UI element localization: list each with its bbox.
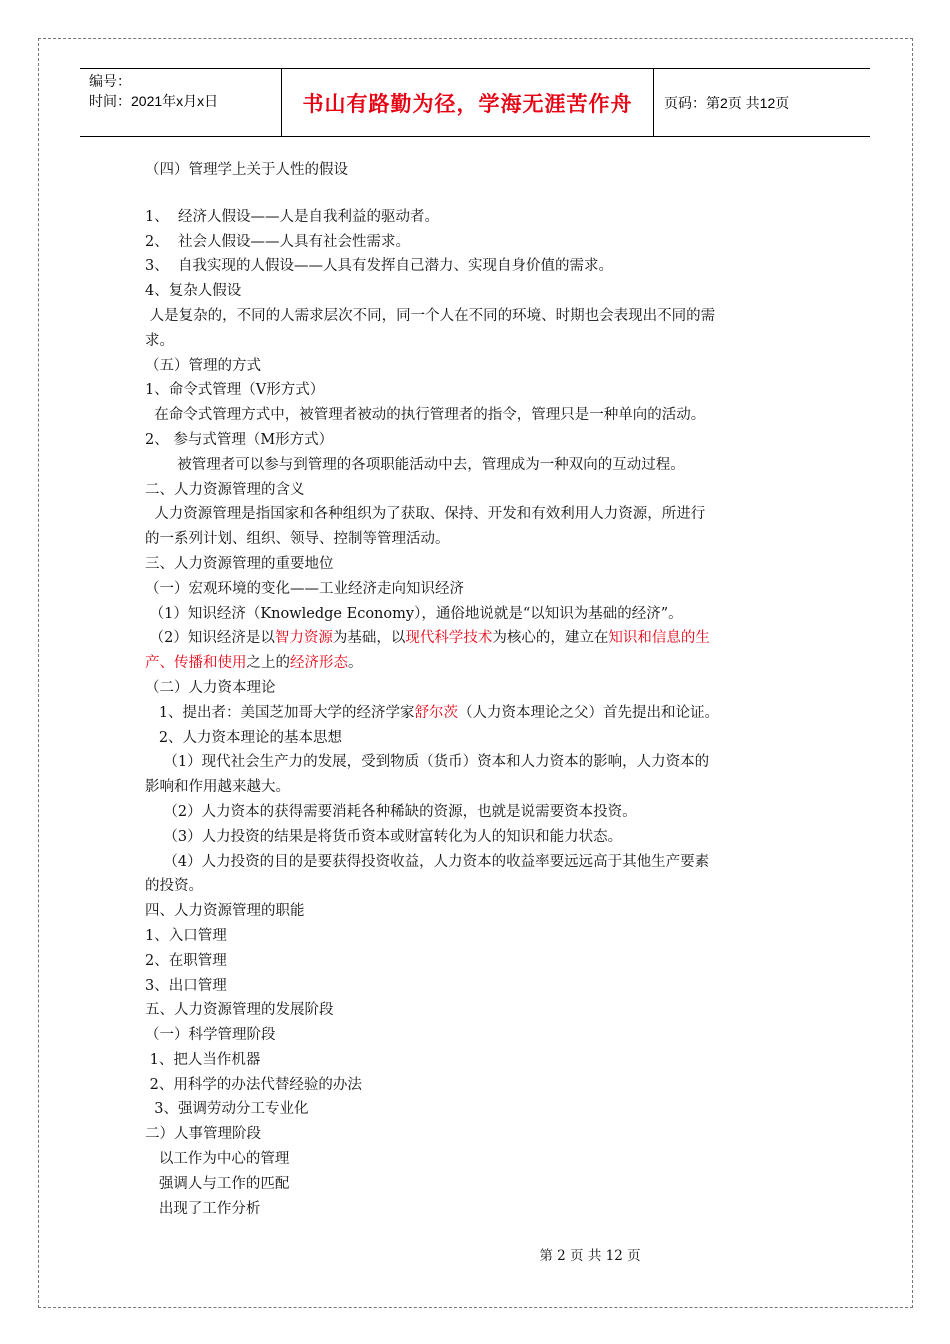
highlight-text: 现代科学技术 [405, 630, 493, 647]
list-item: 强调人与工作的匹配 [145, 1175, 290, 1192]
list-item: 3、 自我实现的人假设——人具有发挥自己潜力、实现自身价值的需求。 [145, 258, 613, 275]
header-meta [80, 69, 282, 136]
paragraph-line: 影响和作用越来越大。 [145, 779, 290, 796]
paragraph-line: 人是复杂的，不同的人需求层次不同，同一个人在不同的环境、时期也会表现出不同的需 [145, 307, 716, 324]
header-page-info: 页码：第2页 共12页 [664, 94, 790, 111]
highlight-text: 舒尔茨 [414, 704, 459, 721]
paragraph-line: 在命令式管理方式中，被管理者被动的执行管理者的指令，管理只是一种单向的活动。 [145, 407, 706, 424]
section-heading: 五、人力资源管理的发展阶段 [145, 1002, 334, 1019]
paragraph-line: 的投资。 [145, 878, 203, 895]
section-heading: 四、人力资源管理的职能 [145, 903, 305, 920]
section-heading: （五）管理的方式 [145, 357, 261, 374]
subsection-heading: （一）宏观环境的变化——工业经济走向知识经济 [145, 580, 464, 597]
list-item: 2、 社会人假设——人具有社会性需求。 [145, 233, 410, 250]
highlight-text: 经济形态 [290, 655, 348, 672]
paragraph-line: （2）人力资本的获得需要消耗各种稀缺的资源，也就是说需要资本投资。 [145, 803, 637, 820]
highlight-text: 智力资源 [274, 630, 333, 647]
list-item: 2、人力资本理论的基本思想 [145, 729, 343, 746]
list-item: 以工作为中心的管理 [145, 1151, 290, 1168]
paragraph-line [145, 651, 811, 676]
text-run: （人力资本理论之父）首先提出和论证。 [458, 704, 720, 721]
subsection-heading: 二）人事管理阶段 [145, 1126, 261, 1143]
paragraph-line: （3）人力投资的结果是将货币资本或财富转化为人的知识和能力状态。 [145, 828, 623, 845]
paragraph-line: 求。 [145, 332, 174, 349]
text-run: 为核心的，建立在 [492, 630, 609, 647]
section-heading: 二、人力资源管理的含义 [145, 481, 305, 498]
list-item: 2、用科学的办法代替经验的办法 [145, 1076, 362, 1093]
text-run: 为基础，以 [332, 630, 406, 647]
list-item: 4、复杂人假设 [145, 283, 242, 300]
paragraph-line: 人力资源管理是指国家和各种组织为了获取、保持、开发和有效利用人力资源，所进行 [145, 506, 706, 523]
motto-text: 书山有路勤为径，学海无涯苦作舟 [302, 91, 633, 116]
subsection-heading: （一）科学管理阶段 [145, 1027, 276, 1044]
page-footer: 第 2 页 共 12 页 [539, 1248, 641, 1264]
list-item: 1、把人当作机器 [145, 1051, 261, 1068]
paragraph-line: （4）人力投资的目的是要获得投资收益，人力资本的收益率要远远高于其他生产要素 [145, 853, 710, 870]
list-item: 出现了工作分析 [145, 1200, 261, 1217]
page-header [80, 68, 870, 137]
paragraph-line: （1）知识经济（Knowledge Economy），通俗地说就是“以知识为基础的经济”。 [145, 605, 683, 622]
list-item: 1、命令式管理（V形方式） [145, 382, 325, 399]
paragraph-line: （1）现代社会生产力的发展，受到物质（货币）资本和人力资本的影响，人力资本的 [145, 754, 710, 771]
section-heading: （四）管理学上关于人性的假设 [145, 162, 348, 178]
list-item: 3、出口管理 [145, 977, 227, 994]
number-label: 编号： [89, 73, 131, 89]
document-body [145, 158, 811, 1221]
time-label: 时间：2021年x月x日 [89, 93, 219, 109]
list-item: 3、强调劳动分工专业化 [145, 1101, 309, 1118]
highlight-text: 产、传播和使用 [145, 655, 247, 672]
list-item: 2、在职管理 [145, 952, 227, 969]
spacer [145, 183, 811, 205]
paragraph-line: 的一系列计划、组织、领导、控制等管理活动。 [145, 531, 450, 548]
paragraph-line [145, 626, 811, 651]
text-run: （2）知识经济是以 [145, 630, 275, 647]
header-motto [282, 69, 654, 136]
list-item: 2、 参与式管理（M形方式） [145, 431, 334, 448]
subsection-heading: （二）人力资本理论 [145, 679, 276, 696]
highlight-text: 知识和信息的生 [608, 630, 710, 647]
text-run: 1、提出者：美国芝加哥大学的经济学家 [145, 704, 415, 721]
list-item: 1、入口管理 [145, 927, 227, 944]
list-item: 1、 经济人假设——人是自我利益的驱动者。 [145, 208, 439, 225]
section-heading: 三、人力资源管理的重要地位 [145, 555, 334, 572]
text-run: 。 [348, 655, 363, 672]
text-run: 之上的 [246, 655, 290, 672]
paragraph-line [145, 701, 811, 726]
paragraph-line: 被管理者可以参与到管理的各项职能活动中去，管理成为一种双向的互动过程。 [145, 456, 685, 473]
